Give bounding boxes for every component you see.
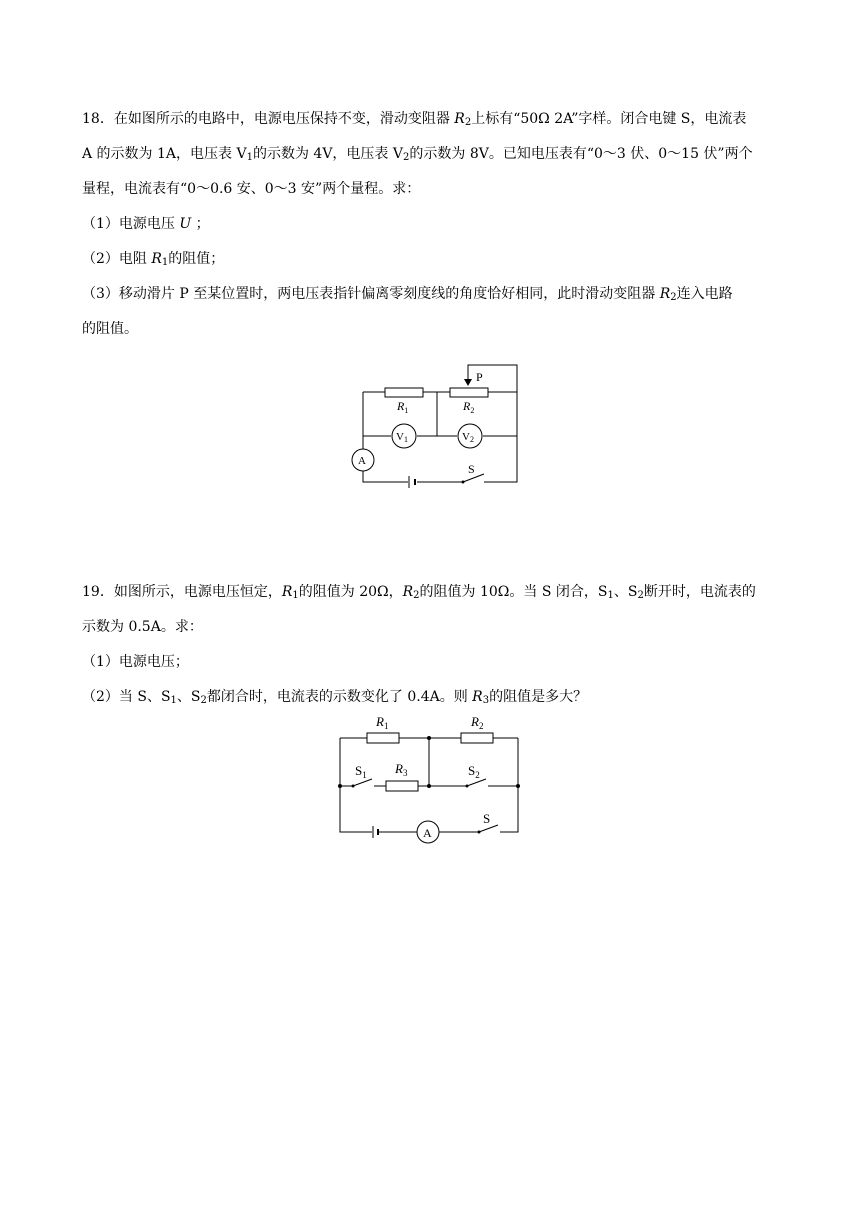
q18-line-3: 量程，电流表有“0～0.6 安、0～3 安”两个量程。求： (82, 181, 421, 197)
q18-label-r2: $R_2$ (463, 399, 475, 415)
q19-r1-resistor (367, 733, 399, 743)
q19-line-1: 19．如图所示，电源电压恒定，$R_1$的阻值为 20Ω，$R_2$的阻值为 10Ω。当 S 闭合，$S_1$、$S_2$断开时，电流表的 (82, 584, 756, 601)
q19-node (427, 784, 431, 788)
q19-s2-blade (467, 779, 486, 786)
q19-s2-pivot (466, 785, 469, 788)
q19-label-s2: $S_2$ (468, 763, 480, 780)
q18-label-r1: $R_1$ (397, 399, 409, 415)
q19-part-2: （2）当 S、$S_1$、$S_2$都闭合时，电流表的示数变化了 0.4A。则 $R_3$的阻值是多大？ (82, 689, 588, 706)
q19-label-a: A (423, 826, 432, 840)
q18-label-a: A (358, 455, 366, 467)
q19-label-r1: $R_1$ (376, 714, 389, 731)
q18-label-p: P (476, 370, 483, 384)
q19-s1-pivot (352, 785, 355, 788)
q18-part-3: （3）移动滑片 P 至某位置时，两电压表指针偏离零刻度线的角度恰好相同，此时滑动变阻器 $R_2$连入电路 (82, 286, 733, 303)
q19-line-2: 示数为 0.5A。求： (82, 619, 203, 635)
q19-node (516, 784, 520, 788)
q18-part-2: （2）电阻 $R_1$的阻值； (82, 251, 225, 268)
q19-node (427, 736, 431, 740)
q18-part-1: （1）电源电压 U ； (82, 216, 210, 232)
q19-part-1: （1）电源电压； (82, 654, 189, 670)
q19-r3-resistor (386, 781, 418, 791)
q18-part-3-cont: 的阻值。 (82, 321, 138, 337)
q19-label-s1: $S_1$ (355, 763, 367, 780)
q19-label-r3: $R_3$ (395, 761, 408, 778)
q19-r2-resistor (461, 733, 493, 743)
q19-number: 19． (82, 584, 114, 600)
q19-s1-blade (353, 779, 372, 786)
q19-label-s: S (483, 811, 491, 826)
q19-node (338, 784, 342, 788)
q18-number: 18． (82, 111, 114, 127)
q18-label-s: S (468, 462, 475, 476)
q18-line-1: 18．在如图所示的电路中，电源电压保持不变，滑动变阻器 $R_2$上标有“50Ω 2A”字样。闭合电键 S，电流表 (82, 111, 747, 128)
q18-line-2: A 的示数为 1A，电压表 $V_1$的示数为 4V，电压表 $V_2$的示数为 8V。已知电压表有“0～3 伏、0～15 伏”两个 (82, 146, 753, 163)
q18-label-v2: V2 (462, 431, 474, 444)
q19-label-r2: $R_2$ (471, 714, 484, 731)
q18-label-v1: V1 (396, 431, 408, 444)
